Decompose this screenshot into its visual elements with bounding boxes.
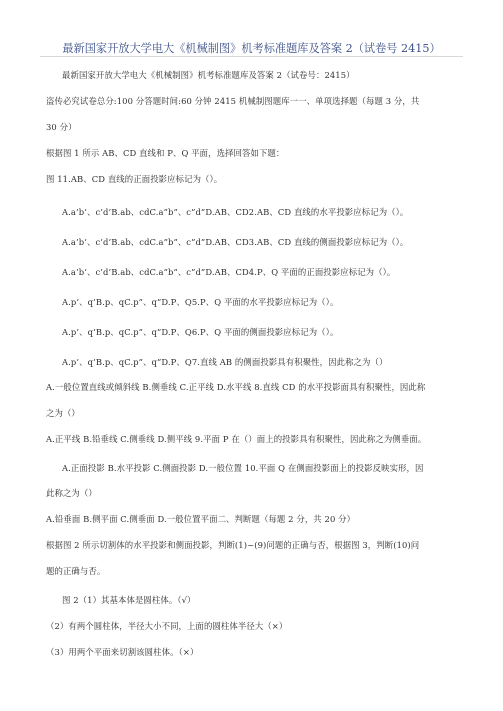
options-q10-section2: A.铅垂面 B.侧平面 C.侧垂面 D.一般位置平面二、判断题（每题 2 分，共 20 分） [46,514,356,524]
question-intro: 根据图 1 所示 AB、CD 直线和 P、Q 平面，选择回答如下题： [46,148,285,158]
judge-3: （3）用两个平面来切割该圆柱体。（×） [46,647,199,657]
judge-1: 图 2（1）其基本体是圆柱体。（√） [62,595,196,605]
page-header-title: 最新国家开放大学电大《机械制图》机考标准题库及答案 2（试卷号 2415） [62,42,441,55]
options-q6-q7: A.p’、q’B.p、qC.p”、q”D.P、Q7.直线 AB 的侧面投影具有积聚性，因此称之为（） [62,357,388,367]
options-q1-q2: A.a’b’、c’d’B.ab、cdC.a”b”、c”d”D.AB、CD2.AB、CD 直线的水平投影应标记为（）。 [62,207,409,217]
options-q4-q5: A.p’、q’B.p、qC.p”、q”D.P、Q5.P、Q 平面的水平投影应标记为（）。 [62,297,339,307]
options-q2-q3: A.a’b’、c’d’B.ab、cdC.a”b”、c”d”D.AB、CD3.AB、CD 直线的侧面投影应标记为（）。 [62,237,409,247]
options-q9-q10-cont: 此称之为（） [46,488,97,498]
options-q8-q9: A.正平线 B.铅垂线 C.侧垂线 D.侧平线 9.平面 P 在（）面上的投影具有积聚性，因此称之为侧垂面。 [46,434,427,444]
section2-intro-cont: 题的正确与否。 [46,566,106,576]
options-q3-q4: A.a’b’、c’d’B.ab、cdC.a”b”、c”d”D.AB、CD4.P、Q 平面的正面投影应标记为（）。 [62,267,396,277]
exam-info-line-cont: 30 分） [46,122,77,132]
options-q7-q8-cont: 之为（） [46,408,80,418]
options-q9-q10: A.正面投影 B.水平投影 C.侧面投影 D.一般位置 10.平面 Q 在侧面投影面上的投影反映实形，因 [62,463,424,473]
options-q5-q6: A.p’、q’B.p、qC.p”、q”D.P、Q6.P、Q 平面的侧面投影应标记为（）。 [62,327,339,337]
question-1: 图 11.AB、CD 直线的正面投影应标记为（）。 [46,174,223,184]
options-q7-q8: A.一般位置直线或倾斜线 B.侧垂线 C.正平线 D.水平线 8.直线 CD 的水平投影面具有积聚性，因此称 [46,382,426,392]
doc-subtitle: 最新国家开放大学电大《机械制图》机考标准题库及答案 2（试卷号：2415） [62,70,355,80]
exam-info-line: 盗传必究试卷总分:100 分答题时间:60 分钟 2415 机械制图题库一一、单项选择题（每题 3 分，共 [46,96,420,106]
section2-intro: 根据图 2 所示切割体的水平投影和侧面投影，判断(1)~(9)问题的正确与否，根据图 3，判断(10)问 [46,540,420,550]
judge-2: （2）有两个圆柱体，半径大小不同，上面的圆柱体半径大（×） [46,621,288,631]
